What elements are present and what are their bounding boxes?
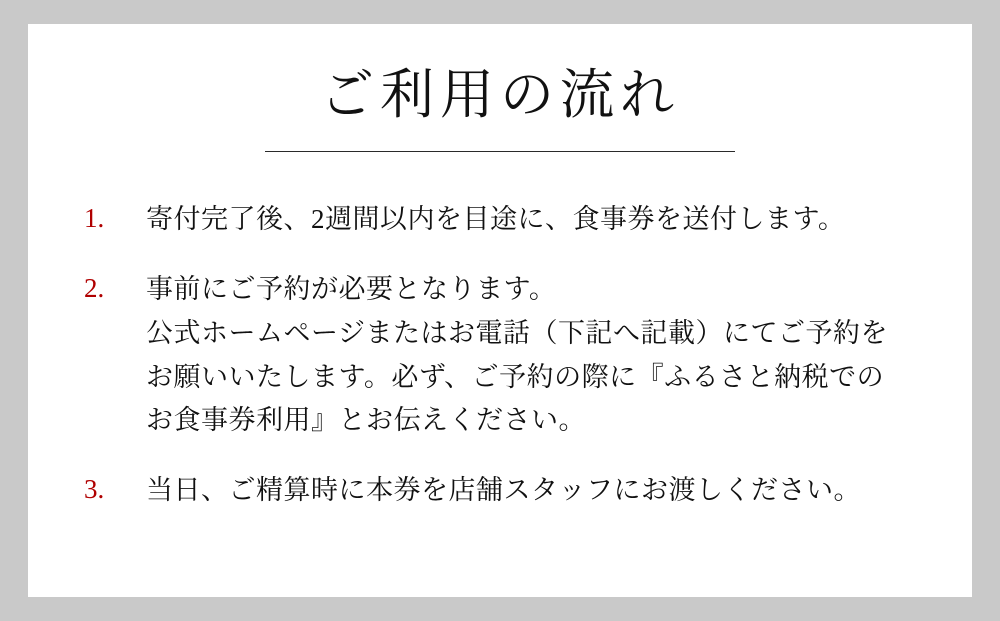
step-text: [146, 198, 845, 242]
step-number: 2.: [84, 273, 105, 304]
list-item: [84, 268, 916, 443]
step-number: 3.: [84, 474, 105, 505]
info-card: [28, 24, 972, 597]
step-text-line: お願いいたします。必ず、ご予約の際に『ふるさと納税での: [146, 361, 885, 392]
list-item: [84, 469, 916, 513]
step-text: [146, 268, 888, 443]
step-text-line: 寄付完了後、2週間以内を目途に、食事券を送付します。: [146, 204, 846, 235]
title-block: [28, 66, 972, 152]
step-text-line: 事前にご予約が必要となります。: [146, 274, 557, 305]
title-divider: [265, 151, 735, 152]
step-text: [146, 469, 861, 513]
step-text-line: 公式ホームページまたはお電話（下記へ記載）にてご予約を: [146, 317, 888, 348]
page-title: ご利用の流れ: [320, 65, 680, 125]
step-number: 1.: [84, 203, 105, 234]
step-text-line: 当日、ご精算時に本券を店舗スタッフにお渡しください。: [146, 475, 861, 506]
steps-list: [28, 198, 972, 512]
step-text-line: お食事券利用』とお伝えください。: [146, 405, 586, 436]
list-item: [84, 198, 916, 242]
